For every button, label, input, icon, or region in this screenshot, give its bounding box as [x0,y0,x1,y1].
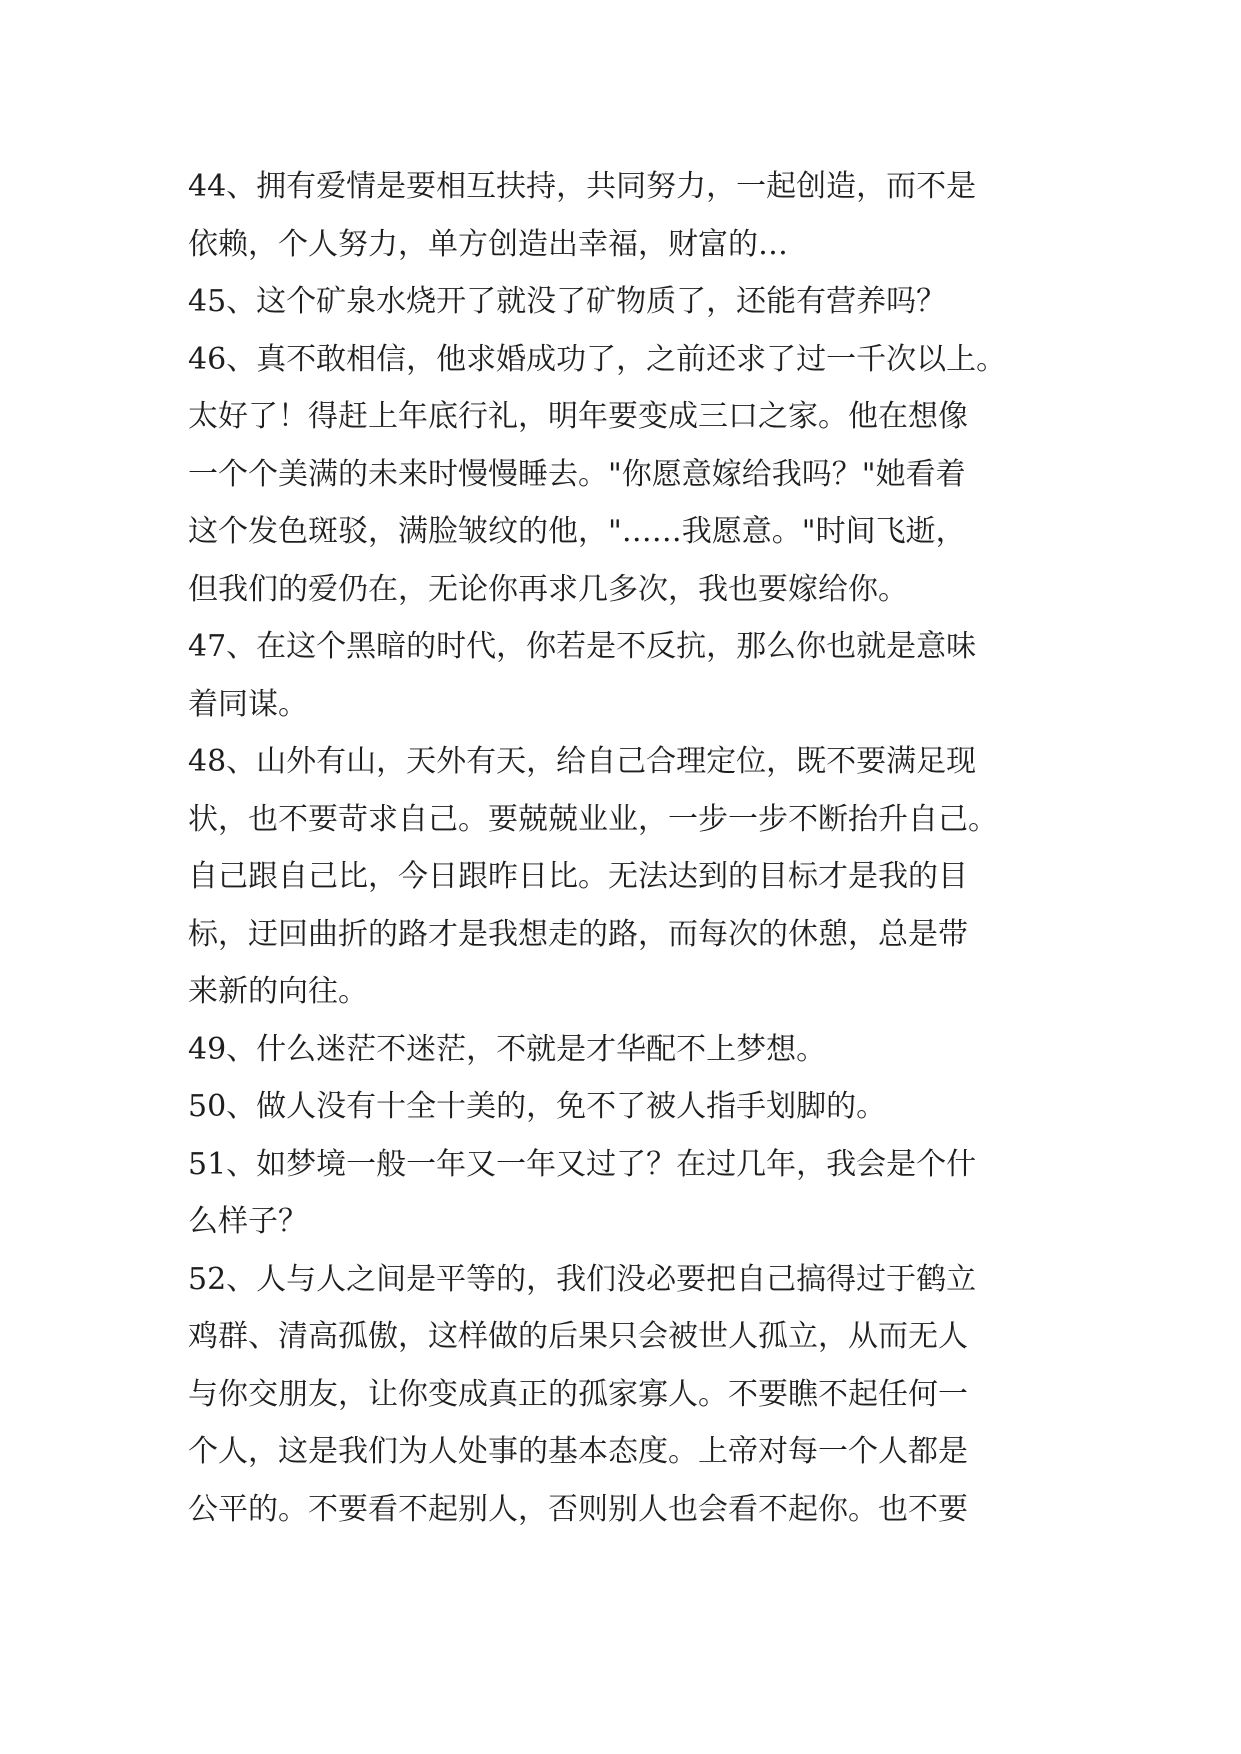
text-line: 状，也不要苛求自己。要兢兢业业，一步一步不断抬升自己。 [188,801,998,837]
text-line: 太好了！得赶上年底行礼，明年要变成三口之家。他在想像 [188,399,968,434]
text-line: 49、什么迷茫不迷茫，不就是才华配不上梦想。 [188,1031,827,1067]
text-line: 这个发色斑驳，满脸皱纹的他，"……我愿意。"时间飞逝， [188,514,966,549]
text-line: 公平的。不要看不起别人，否则别人也会看不起你。也不要 [188,1491,968,1527]
text-line: 个人，这是我们为人处事的基本态度。上帝对每一个人都是 [188,1434,968,1469]
text-line: 一个个美满的未来时慢慢睡去。"你愿意嫁给我吗？"她看着 [188,456,966,492]
text-line: 48、山外有山，天外有天，给自己合理定位，既不要满足现 [188,744,977,779]
text-line: 自己跟自己比，今日跟昨日比。无法达到的目标才是我的目 [188,859,968,894]
text-line: 51、如梦境一般一年又一年又过了？在过几年，我会是个什 [188,1146,977,1182]
text-line: 依赖，个人努力，单方创造出幸福，财富的… [188,226,788,262]
text-line: 52、人与人之间是平等的，我们没必要把自己搞得过于鹤立 [188,1261,977,1297]
document-body [188,158,1056,1538]
text-line: 与你交朋友，让你变成真正的孤家寡人。不要瞧不起任何一 [188,1376,968,1412]
text-line: 标，迂回曲折的路才是我想走的路，而每次的休憩，总是带 [188,916,968,952]
text-line: 着同谋。 [188,686,308,722]
text-line: 45、这个矿泉水烧开了就没了矿物质了，还能有营养吗？ [188,284,947,319]
text-line: 47、在这个黑暗的时代，你若是不反抗，那么你也就是意味 [188,629,977,664]
text-line: 来新的向往。 [188,974,368,1009]
text-line: 么样子？ [188,1204,308,1239]
text-line: 46、真不敢相信，他求婚成功了，之前还求了过一千次以上。 [188,341,1007,377]
text-line: 但我们的爱仍在，无论你再求几多次，我也要嫁给你。 [188,571,908,607]
text-line: 44、拥有爱情是要相互扶持，共同努力，一起创造，而不是 [188,169,977,204]
text-line: 鸡群、清高孤傲，这样做的后果只会被世人孤立，从而无人 [188,1319,968,1354]
text-line: 50、做人没有十全十美的，免不了被人指手划脚的。 [188,1089,887,1124]
